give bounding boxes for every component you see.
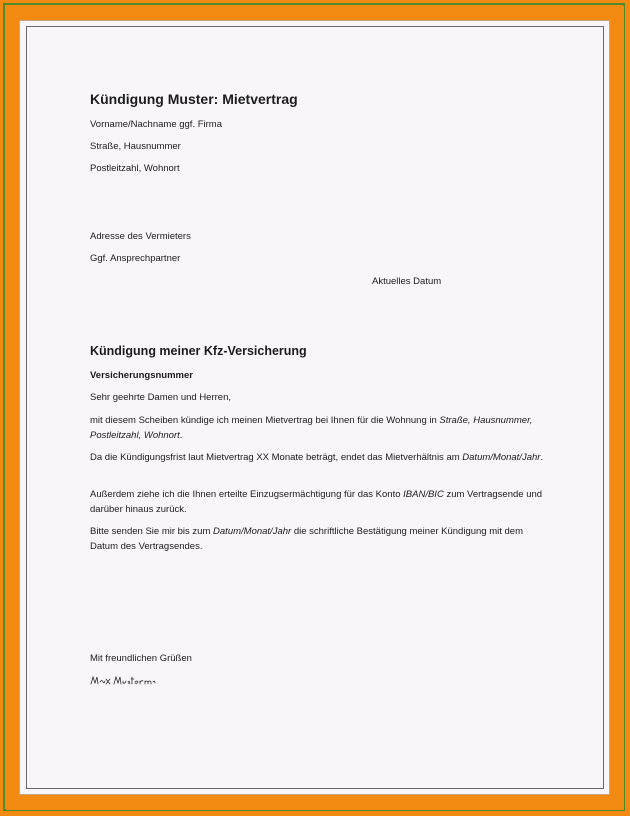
paragraph-4: Bitte senden Sie mir bis zum Datum/Monat/Jahr die schriftliche Bestätigung meiner Kündigung mit dem Datum des Vertragsendes. [90,526,524,552]
policy-number-label: Versicherungsnummer [90,370,193,381]
salutation: Sehr geehrte Damen und Herren, [90,392,231,403]
paragraph-3: Außerdem ziehe ich die Ihnen erteilte Einzugsermächtigung für das Konto IBAN/BIC zum Vertragsende und darüber hinaus zurück. [90,489,543,515]
letter-date: Aktuelles Datum [372,276,442,287]
closing: Mit freundlichen Grüßen [90,653,192,664]
paragraph-2: Da die Kündigungsfrist laut Mietvertrag XX Monate beträgt, endet das Mietverhältnis am Datum/Monat/Jahr. [90,452,544,463]
handwritten-signature [90,673,156,687]
sender-street: Straße, Hausnummer [90,141,181,152]
sender-city: Postleitzahl, Wohnort [90,163,180,174]
letter-page [19,20,610,795]
paragraph-1: mit diesem Scheiben kündige ich meinen Mietvertrag bei Ihnen für die Wohnung in Straße, Hausnummer, Postleitzahl, Wohnort. [90,415,533,441]
letter-subject: Kündigung meiner Kfz-Versicherung [90,344,307,358]
recipient-contact: Ggf. Ansprechpartner [90,253,181,264]
sender-name: Vorname/Nachname ggf. Firma [90,119,223,130]
recipient-address: Adresse des Vermieters [90,231,191,242]
letter-title: Kündigung Muster: Mietvertrag [90,91,298,107]
